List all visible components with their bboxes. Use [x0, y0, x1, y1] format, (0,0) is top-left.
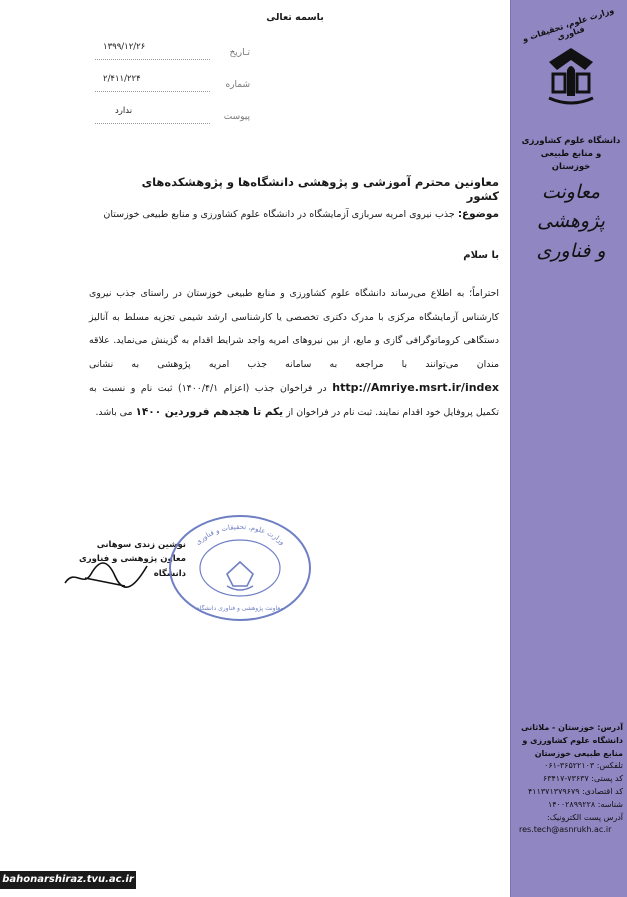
date-label: تـاریخ [229, 48, 250, 58]
svg-text:وزارت علوم، تحقیقات و فناوری [194, 523, 286, 547]
email-label: آدرس پست الکترونیک: [547, 812, 623, 822]
source-watermark: bahonarshiraz.tvu.ac.ir [0, 871, 136, 889]
phone: تلفکس: ۳۶۵۲۲۱۰۳-۰۶۱ [544, 761, 623, 771]
deadline-text: یکم تا هجدهم فروردین ۱۴۰۰ [135, 405, 284, 418]
subject-text: جذب نیروی امریه سربازی آزمایشگاه در دانشگاه علوم کشاورزی و منابع طبیعی خوزستان [103, 209, 455, 220]
number-value: ۲/۴۱۱/۲۲۴ [103, 74, 141, 84]
bismillah-heading: باسمه تعالی [266, 12, 324, 23]
addressee: معاونین محترم آموزشی و پژوهشی دانشگاه‌ها و پژوهشکده‌های کشور [141, 175, 499, 203]
body-end: می باشد. [95, 406, 133, 418]
university-logo-icon [541, 40, 601, 110]
vice-line-1: معاونت پژوهشی [537, 181, 605, 233]
number-row [95, 74, 250, 93]
university-name: دانشگاه علوم کشاورزی و منابع طبیعی خوزستان [521, 136, 621, 172]
address: آدرس: خوزستان - ملاثانی دانشگاه علوم کشاورزی و منابع طبیعی خوزستان [521, 723, 623, 758]
official-stamp [165, 512, 315, 624]
ministry-name: وزارت علوم، تحقیقات و فناوری [521, 5, 615, 44]
email-address[interactable]: res.tech@asnrukh.ac.ir [519, 825, 612, 835]
letter-body [89, 282, 499, 424]
economic-code: کد اقتصادی: ۴۱۱۳۷۱۳۷۹۶۷۹ [527, 786, 623, 796]
attachment-row [95, 106, 250, 125]
vice-presidency-title [519, 178, 623, 266]
attachment-value: ندارد [115, 106, 133, 116]
registration-url[interactable]: http://Amriye.msrt.ir/index [332, 381, 499, 394]
body-part-1: احتراماً؛ به اطلاع می‌رساند دانشگاه علوم کشاورزی و منابع طبیعی خوزستان در راستای جذب نیروی کارشناس آزمایشگاه مرکزی با مدرک دکتری تخصصی یا کارشناسی ارشد شیمی تجزیه مسلط به آنالیز دستگاهی کروماتوگرافی گازی و مایع، از بین نیروهای امریه واجد شرایط اقدام به گزینش می‌نماید. علاقه مندان می‌توانند با مراجعه به سامانه جذب امریه پژوهشی به نشانی [89, 288, 499, 370]
signer-name: نوشین زندی سوهانی [96, 540, 186, 550]
national-id: شناسه: ۱۴۰۰۲۸۹۹۲۲۸ [547, 799, 623, 809]
date-row [95, 42, 250, 61]
letterhead-sidebar [510, 0, 627, 897]
postal-code: کد پستی: ۷۳۶۳۷-۶۳۴۱۷ [542, 774, 623, 784]
body-part-2: در فراخوان جذب (اعزام ۱۴۰۰/۴/۱) ثبت نام و نسبت به تکمیل پروفایل خود اقدام نمایند. ثبت نام در فراخوان از [89, 383, 499, 418]
stamp-ministry: وزارت علوم، تحقیقات و فناوری [193, 522, 287, 547]
stamp-title: معاونت پژوهشی و فناوری دانشگاه [196, 605, 284, 612]
contact-info [519, 722, 623, 837]
vice-line-2: و فناوری [536, 239, 606, 262]
subject-line [99, 208, 499, 220]
signer-title: معاون پژوهشی و فناوری دانشگاه [78, 554, 186, 579]
date-value: ۱۳۹۹/۱۲/۲۶ [103, 42, 146, 52]
attachment-label: پیوست [223, 112, 250, 122]
greeting: با سلام [463, 250, 499, 261]
number-label: شماره [225, 80, 250, 90]
subject-label: موضوع: [457, 208, 499, 220]
